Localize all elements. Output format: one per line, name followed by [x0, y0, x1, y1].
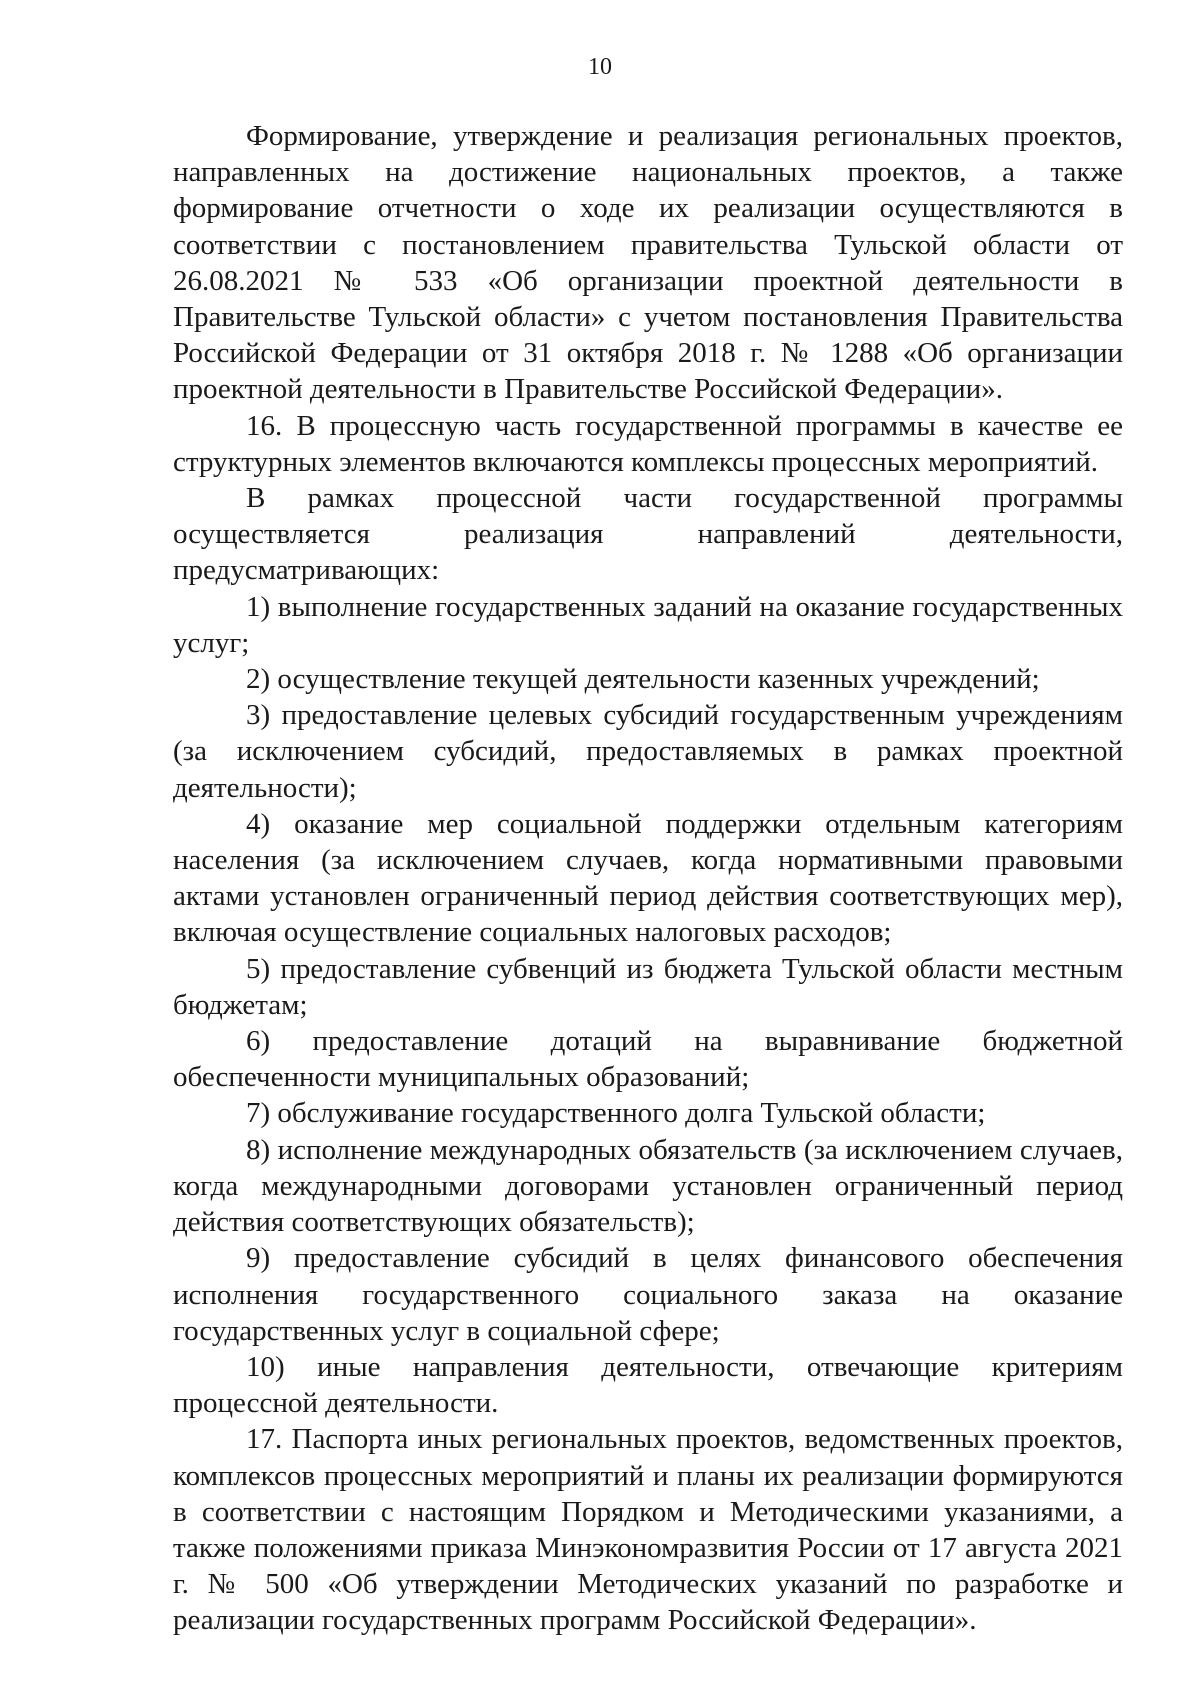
- document-body: [173, 118, 1123, 1639]
- list-item-1: 1) выполнение государственных заданий на оказание государственных услуг;: [173, 590, 1123, 659]
- page-number: 10: [588, 54, 612, 80]
- list-item-2: 2) осуществление текущей деятельности казенных учреждений;: [246, 663, 1040, 696]
- list-item-5: 5) предоставление субвенций из бюджета Тульской области местным бюджетам;: [173, 952, 1123, 1021]
- paragraph-project-formation: Формирование, утверждение и реализация региональных проектов, направленных на достижение национальных проектов, а также формирование отчетности о ходе их реализации осуществляются в соответствии с постановлением правительства Тульской области от 26.08.2021 № 533 «Об организации проектной деятельности в Правительстве Тульской области» с учетом постановления Правительства Российской Федерации от 31 октября 2018 г. № 1288 «Об организации проектной деятельности в Правительстве Российской Федерации».: [173, 120, 1123, 406]
- list-item-10: 10) иные направления деятельности, отвечающие критериям процессной деятельности.: [173, 1350, 1123, 1420]
- paragraph-17: 17. Паспорта иных региональных проектов, ведомственных проектов, комплексов процессных мероприятий и планы их реализации формируются в соответствии с настоящим Порядком и Методическими указаниями, а также положениями приказа Минэкономразвития России от 17 августа 2021 г. № 500 «Об утверждении Методических указаний по разработке и реализации государственных программ Российской Федерации».: [173, 1423, 1123, 1637]
- list-item-8: 8) исполнение международных обязательств (за исключением случаев, когда международными договорами установлен ограниченный период действия соответствующих обязательств);: [173, 1133, 1123, 1239]
- list-item-3: 3) предоставление целевых субсидий государственным учреждениям (за исключением субсидий, предоставляемых в рамках проектной деятельности);: [173, 699, 1123, 804]
- paragraph-16: 16. В процессную часть государственной программы в качестве ее структурных элементов включаются комплексы процессных мероприятий.: [173, 409, 1123, 478]
- list-item-7: 7) обслуживание государственного долга Тульской области;: [246, 1097, 986, 1130]
- paragraph-process-directions-intro: В рамках процессной части государственной программы осуществляется реализация направлений деятельности, предусматривающих:: [173, 482, 1123, 587]
- list-item-4: 4) оказание мер социальной поддержки отдельным категориям населения (за исключением случаев, когда нормативными правовыми актами установлен ограниченный период действия соответствующих мер), включая осуществление социальных налоговых расходов;: [173, 807, 1123, 949]
- list-item-6: 6) предоставление дотаций на выравнивание бюджетной обеспеченности муниципальных образований;: [173, 1025, 1123, 1094]
- list-item-9: 9) предоставление субсидий в целях финансового обеспечения исполнения государственного социального заказа на оказание государственных услуг в социальной сфере;: [173, 1242, 1123, 1347]
